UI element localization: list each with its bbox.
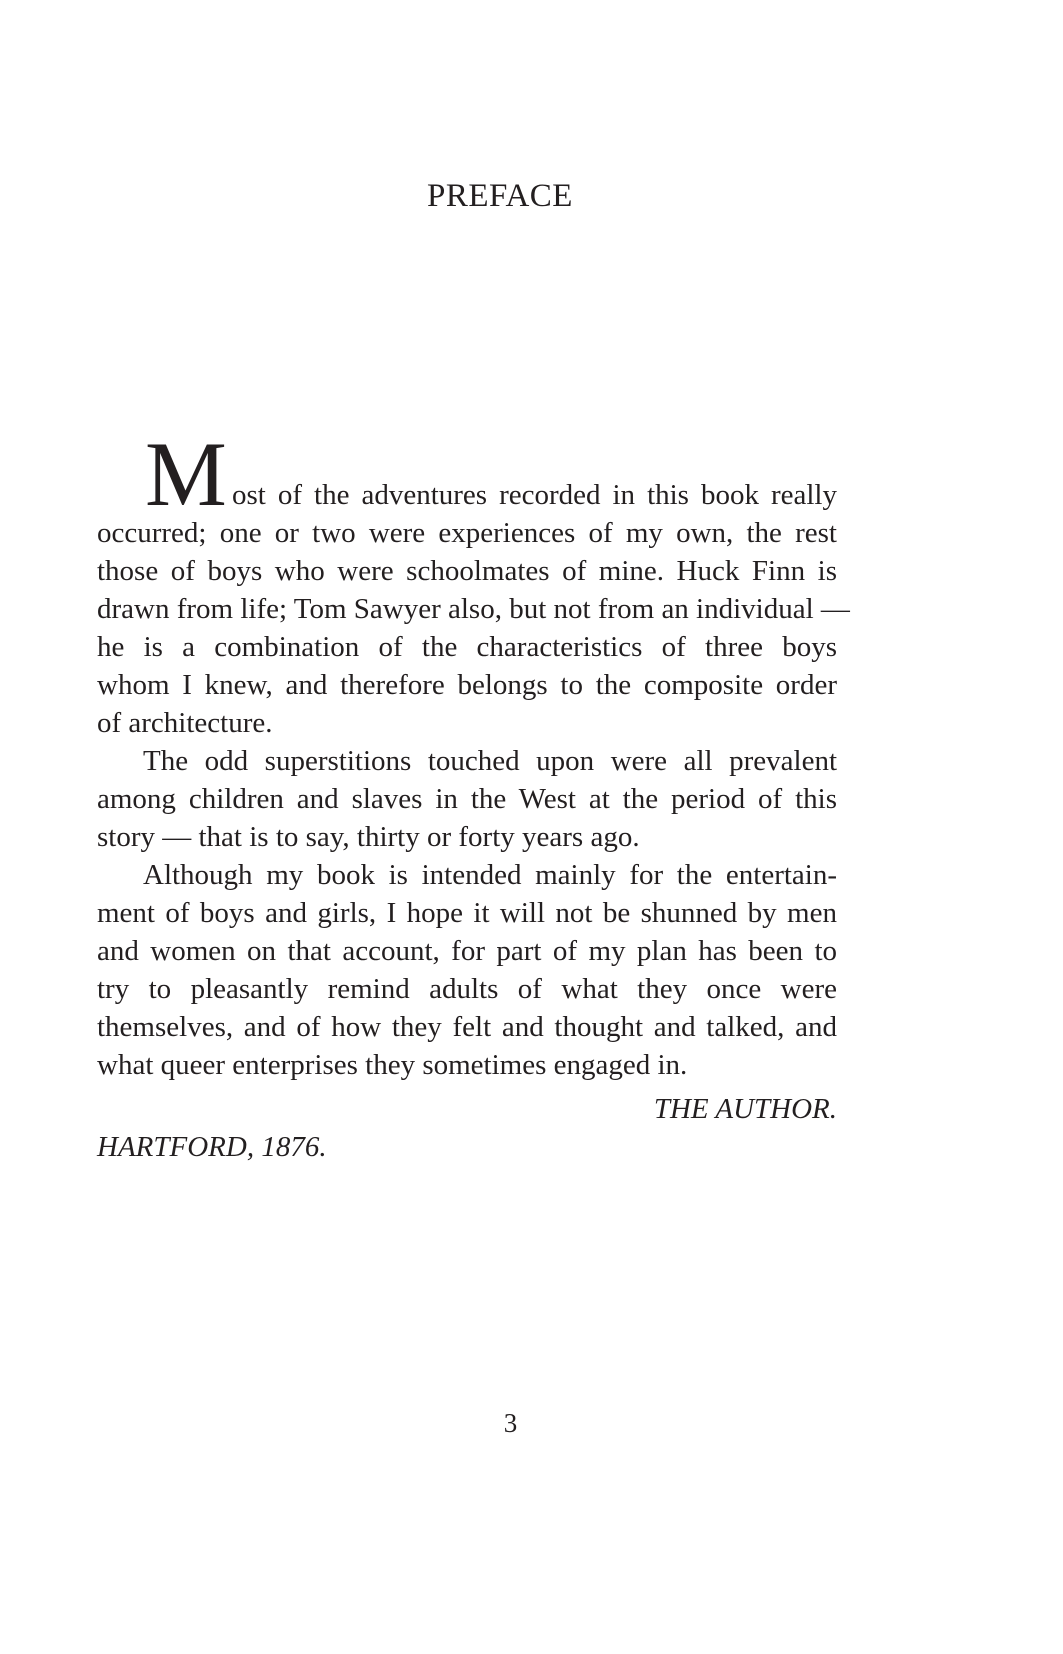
paragraph-1-line-1-text: ost of the adventures recorded in this book really bbox=[232, 479, 837, 511]
paragraph-2-line-1: The odd superstitions touched upon were all prevalent bbox=[143, 745, 837, 777]
paragraph-1-line-1 bbox=[97, 423, 837, 525]
place-and-date: HARTFORD, 1876. bbox=[97, 1131, 327, 1163]
page-number: 3 bbox=[503, 1408, 518, 1438]
paragraph-1-line-7: of architecture. bbox=[97, 707, 273, 739]
paragraph-1-line-3: those of boys who were schoolmates of mine. Huck Finn is bbox=[97, 555, 837, 587]
paragraph-3-line-2: ment of boys and girls, I hope it will not be shunned by men bbox=[97, 897, 837, 929]
paragraph-3-line-6: what queer enterprises they sometimes engaged in. bbox=[97, 1049, 688, 1081]
drop-cap: M bbox=[145, 423, 227, 525]
paragraph-1-line-6: whom I knew, and therefore belongs to the composite order bbox=[97, 669, 837, 701]
paragraph-3-line-3: and women on that account, for part of my plan has been to bbox=[97, 935, 837, 967]
paragraph-1-line-4: drawn from life; Tom Sawyer also, but not from an individual — bbox=[97, 593, 850, 625]
paragraph-3-line-1: Although my book is intended mainly for the entertain- bbox=[143, 859, 837, 891]
paragraph-2-line-3: story — that is to say, thirty or forty years ago. bbox=[97, 821, 640, 853]
paragraph-1-line-5: he is a combination of the characteristics of three boys bbox=[97, 631, 837, 663]
author-signature: THE AUTHOR. bbox=[653, 1093, 837, 1125]
preface-body bbox=[97, 423, 850, 1084]
paragraph-3-line-4: try to pleasantly remind adults of what they once were bbox=[97, 973, 837, 1005]
page-title: PREFACE bbox=[427, 178, 573, 214]
paragraph-3-line-5: themselves, and of how they felt and thought and talked, and bbox=[97, 1011, 837, 1043]
paragraph-1-line-2: occurred; one or two were experiences of my own, the rest bbox=[97, 517, 837, 549]
paragraph-2-line-2: among children and slaves in the West at the period of this bbox=[97, 783, 837, 815]
